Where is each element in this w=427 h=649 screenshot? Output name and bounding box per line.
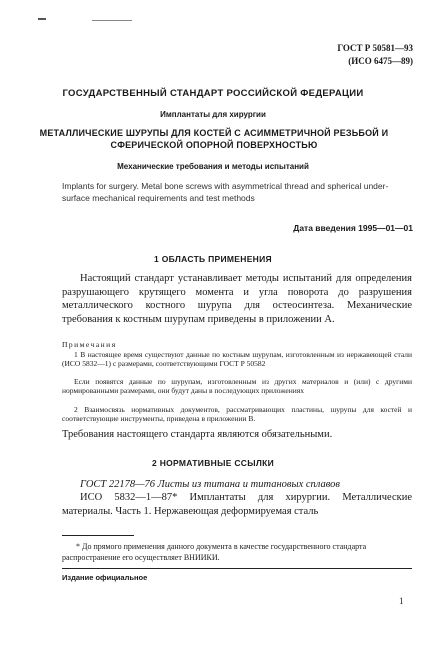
note-1 xyxy=(62,350,412,368)
notes-title: Примечания xyxy=(62,340,117,349)
footer-rule xyxy=(62,568,412,569)
edition-label: Издание официальное xyxy=(62,573,148,582)
page-number: 1 xyxy=(399,596,404,606)
section-heading-scope: 1 ОБЛАСТЬ ПРИМЕНЕНИЯ xyxy=(154,254,272,264)
note-1-text: 1 В настоящее время существуют данные по костным шурупам, изготовленным из нержавеющей стали (ИСО 5832—1) с размерами, соответствующими ГОСТ Р 50582 xyxy=(62,350,412,368)
section-heading-references: 2 НОРМАТИВНЫЕ ССЫЛКИ xyxy=(152,458,274,468)
footnote xyxy=(62,541,412,563)
document-title: МЕТАЛЛИЧЕСКИЕ ШУРУПЫ ДЛЯ КОСТЕЙ С АСИММЕТРИЧНОЙ РЕЗЬБОЙ И СФЕРИЧЕСКОЙ ОПОРНОЙ ПОВЕРХНОСТЬЮ xyxy=(39,128,389,150)
note-2 xyxy=(62,405,412,423)
reference-1: ГОСТ 22178—76 Листы из титана и титановых сплавов xyxy=(80,479,340,490)
scope-paragraph-text: Настоящий стандарт устанавливает методы испытаний для определения разрушающего крутящего момента и угла поворота до разрушения металлического костного шурупа для остеосинтеза. Механические требования к костным шурупам приведены в приложении А. xyxy=(62,273,412,325)
iso-number: (ИСО 6475—89) xyxy=(348,56,413,66)
reference-2 xyxy=(62,491,412,518)
gost-designation xyxy=(337,42,413,68)
document-subtitle: Механические требования и методы испытаний xyxy=(117,162,309,171)
footnote-text: * До прямого применения данного документа в качестве государственного стандарта распространение его осуществляет ВНИИКИ. xyxy=(62,542,367,562)
introduction-date: Дата введения 1995—01—01 xyxy=(293,223,413,233)
document-subject: Имплантаты для хирургии xyxy=(160,110,266,119)
note-1-continuation xyxy=(62,377,412,395)
english-title: Implants for surgery. Metal bone screws with asymmetrical thread and spherical under-surface mechanical requirements and test methods xyxy=(62,181,389,203)
reference-2-text: ИСО 5832—1—87* Имплантаты для хирургии. Металлические материалы. Часть 1. Нержавеющая деформируемая сталь xyxy=(62,492,412,517)
gost-number: ГОСТ Р 50581—93 xyxy=(337,43,413,53)
footnote-rule xyxy=(62,535,134,536)
scan-mark xyxy=(38,18,46,20)
scan-mark xyxy=(92,20,132,21)
note-1-continuation-text: Если появятся данные по шурупам, изготовленным из других материалов и (или) с другими нормированными размерами, они будут даны в последующих приложениях xyxy=(62,377,412,395)
note-2-text: 2 Взаимосвязь нормативных документов, рассматривающих пластины, шурупы для костей и соответствующие инструменты, приведена в приложении В. xyxy=(62,405,412,423)
requirement-paragraph: Требования настоящего стандарта являются обязательными. xyxy=(62,429,333,440)
scope-paragraph xyxy=(62,272,412,326)
standard-title: ГОСУДАРСТВЕННЫЙ СТАНДАРТ РОССИЙСКОЙ ФЕДЕРАЦИИ xyxy=(62,88,364,99)
